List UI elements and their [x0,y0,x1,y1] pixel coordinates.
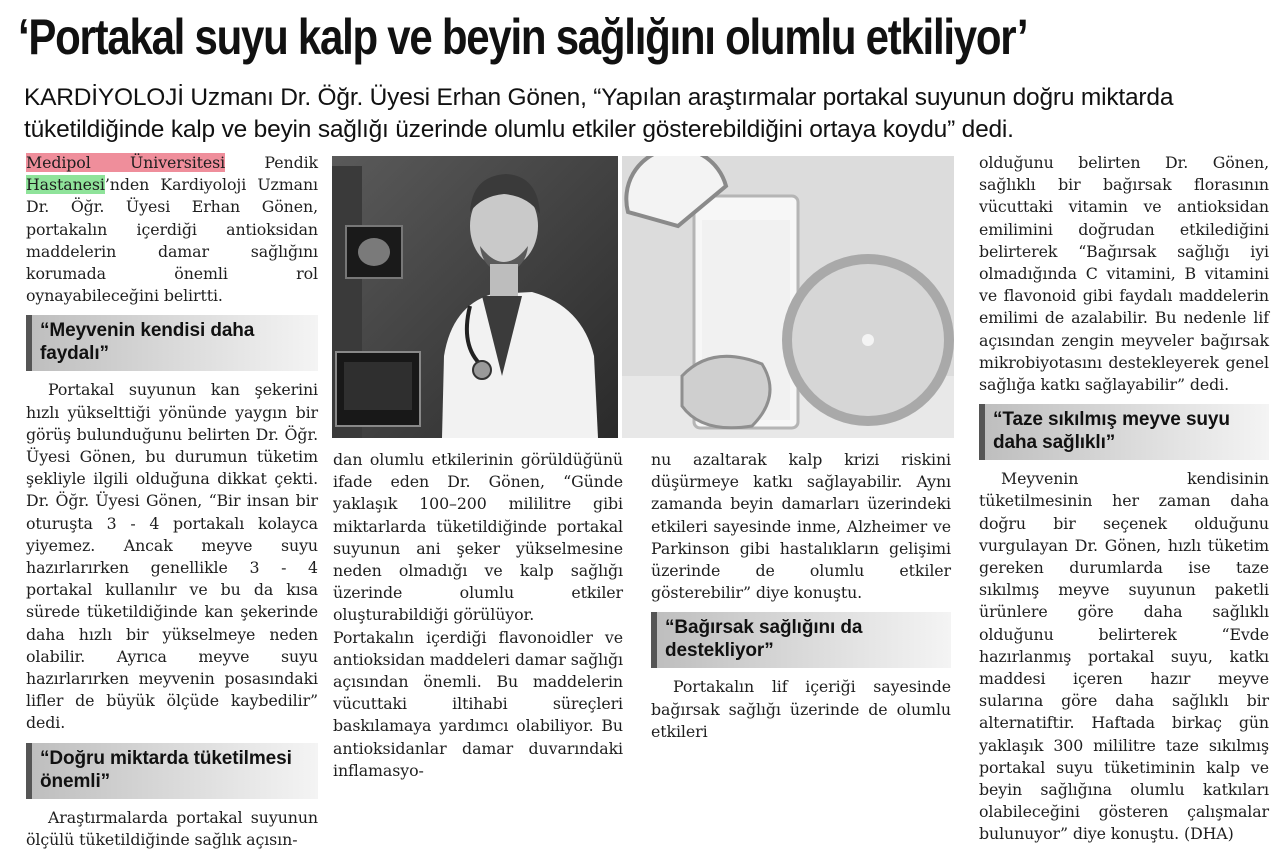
paragraph: Portakalın lif içeriği sayesinde bağırsak sağlığı üzerinde de olumlu etkileri [651,677,951,741]
paragraph: Portakal suyunun kan şekerini hızlı yükselttiği yönünde yaygın bir görüş bulunduğunu belirten Dr. Öğr. Üyesi Gönen, bu durumun tüketim şekliyle ilgili olduğuna dikkat çekti. Dr. Öğr. Üyesi Gönen, “Bir insan bir oturuşta 3 - 4 portakalı kolayca yiyemez. Ancak meyve suyu hazırlarırken genellikle 3 - 4 portakal kullanılır ve bu da kısa sürede tüketildiğinde kan şekerinde daha hızlı bir yükselmeye neden olabilir. Ayrıca meyve suyu hazırlarırken meyvenin posasındaki lifler de büyük ölçüde kaybedilir” dedi. [26,380,318,733]
paragraph: Meyvenin kendisinin tüketilmesinin her zaman daha doğru bir seçenek olduğunu vurgulayan Dr. Gönen, hızlı tüketim gereken durumlarda ise taze sıkılmış meyve suyunun paketli ürünlere göre daha sağlıklı olduğunu belirterek “Evde hazırlanmış portakal suyu, katkı maddesi içeren hazır meyve sularına göre daha sağlıklı bir alternatiftir. Haftada birkaç gün yaklaşık 300 mililitre taze sıkılmış portakal suyu tüketiminin kalp ve beyin sağlığına olumlu katkıları olabileceğini gösteren çalışmalar bulunuyor” diye konuştu. (DHA) [979,469,1269,844]
subheading-meyvenin-kendisi: “Meyvenin kendisi daha faydalı” [26,315,318,371]
column-1 [26,152,318,851]
lead-paragraph: Medipol Üniversitesi Pendik Hastanesi’nden Kardiyoloji Uzmanı Dr. Öğr. Üyesi Erhan Gönen, portakalın içerdiği antioksidan maddelerin damar sağlığını korumada önemli rol oynayabileceğini belirtti. [26,153,319,306]
orange-juice-photo [622,156,954,438]
subheading-dogru-miktarda: “Doğru miktarda tüketilmesi önemli” [26,743,318,799]
column-2 [333,449,623,782]
paragraph: dan olumlu etkilerinin görüldüğünü ifade eden Dr. Gönen, “Günde yaklaşık 100–200 mililitre gibi miktarlarda tüketildiğinde portakal suyunun ani şeker yükselmesine neden olmadığı ve kalp sağlığı üzerinde olumlu etkiler oluşturabildiği görülüyor. [333,450,623,625]
paragraph: Portakalın içerdiği flavonoidler ve antioksidan maddeleri damar sağlığı açısından önemli. Bu maddelerin vücuttaki iltihabi süreçleri baskılamaya yardımcı olabiliyor. Bu antioksidanlar damar duvarındaki inflamasyo- [333,627,623,780]
column-3 [651,449,951,743]
column-4 [979,152,1269,846]
doctor-photo [332,156,618,438]
paragraph: Araştırmalarda portakal suyunun ölçülü tüketildiğinde sağlık açısın- [26,807,318,849]
headline: ‘Portakal suyu kalp ve beyin sağlığını olumlu etkiliyor’ [18,9,1028,65]
subheading-taze-sikilmis: “Taze sıkılmış meyve suyu daha sağlıklı” [979,404,1269,460]
paragraph: olduğunu belirten Dr. Gönen, sağlıklı bir bağırsak florasının vücuttaki vitamin ve antioksidan emilimini doğrudan etkilediğini belirterek “Bağırsak sağlığı iyi olmadığında C vitamini, B vitamini ve flavonoid gibi faydalı maddelerin emilimi de azalabilir. Bu nedenle lif açısından zengin meyveler bağırsak mikrobiyotasını destekleyerek genel sağlığa katkı sağlayabilir” dedi. [979,153,1269,395]
highlight-hospital: Hastanesi [26,175,105,195]
highlight-university: Medipol Üniversitesi [26,153,226,172]
paragraph: nu azaltarak kalp krizi riskini düşürmeye katkı sağlayabilir. Aynı zamanda beyin damarları üzerindeki etkileri sayesinde inme, Alzheimer ve Parkinson gibi hastalıkların gelişimi üzerinde de olumlu etkiler gösterebilir” diye konuştu. [651,450,951,603]
deck: KARDİYOLOJİ Uzmanı Dr. Öğr. Üyesi Erhan Gönen, “Yapılan araştırmalar portakal suyunun doğru miktarda tüketildiğinde kalp ve beyin sağlığı üzerinde olumlu etkiler gösterebildiğini ortaya koydu” dedi. [24,84,1174,143]
subheading-bagirsak: “Bağırsak sağlığını da destekliyor” [651,612,951,668]
